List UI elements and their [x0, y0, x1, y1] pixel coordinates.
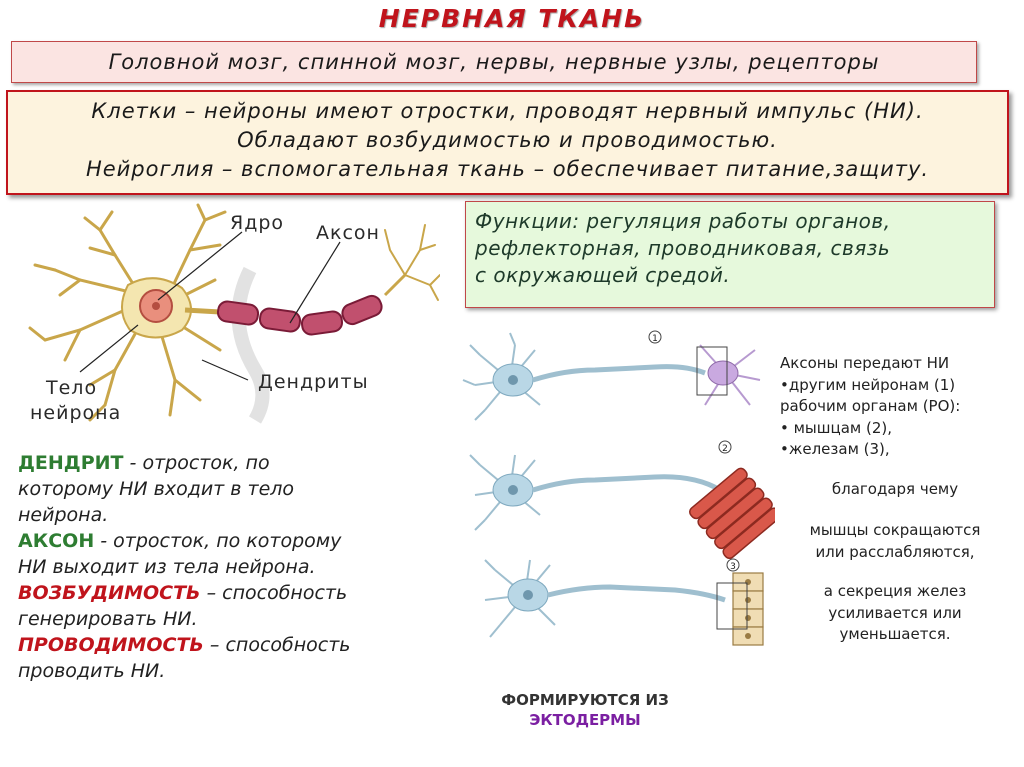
diagram-number-3: 3	[730, 562, 736, 572]
organs-box	[11, 41, 977, 83]
conductivity-definition-line-2: проводить НИ.	[18, 660, 166, 682]
functions-line-1: Функции: регуляция работы органов,	[475, 209, 891, 233]
axon-definition-line-2: НИ выходит из тела нейрона.	[18, 556, 316, 578]
axons-info-line-7: мышцы сокращаются	[809, 521, 981, 539]
diagram-number-1: 1	[652, 334, 658, 344]
neuron-gland-diagram	[485, 559, 763, 645]
axons-info-line-3: рабочим органам (РО):	[780, 397, 961, 415]
neuron-other-neuron-diagram	[463, 331, 760, 420]
axons-info	[780, 353, 1010, 646]
label-nucleus: Ядро	[230, 212, 285, 234]
cells-line-2: Обладают возбудимостью и проводимостью.	[237, 128, 778, 152]
definitions	[18, 450, 463, 684]
axons-info-line-11: уменьшается.	[839, 625, 951, 643]
excitability-definition-line-2: генерировать НИ.	[18, 608, 198, 630]
label-axon: Аксон	[316, 222, 380, 244]
cells-line-3: Нейроглия – вспомогательная ткань – обеспечивает питание,защиту.	[85, 157, 930, 181]
diagram-number-2: 2	[722, 444, 728, 454]
nucleolus	[152, 302, 160, 310]
axon-definition: АКСОН - отросток, по которому	[18, 530, 342, 552]
conductivity-term: ПРОВОДИМОСТЬ	[18, 634, 204, 656]
watermark-shape	[239, 270, 263, 420]
label-body-1: Тело	[46, 377, 98, 399]
dendrite-term: ДЕНДРИТ	[18, 452, 124, 474]
cells-box	[6, 90, 1009, 195]
axon-term: АКСОН	[18, 530, 95, 552]
dendrite-definition: ДЕНДРИТ - отросток, по	[18, 452, 270, 474]
functions-line-2: рефлекторная, проводниковая, связь	[475, 236, 891, 260]
axons-info-line-5: •железам (3),	[780, 440, 890, 458]
neuron-target-diagrams	[455, 325, 775, 655]
axons-info-line-2: •другим нейронам (1)	[780, 375, 956, 394]
axons-info-line-10: усиливается или	[828, 603, 962, 622]
label-dendrites: Дендриты	[258, 371, 369, 393]
organs-text: Головной мозг, спинной мозг, нервы, нервные узлы, рецепторы	[108, 50, 880, 74]
axons-info-line-8: или расслабляются,	[815, 542, 975, 561]
excitability-definition: ВОЗБУДИМОСТЬ – способность	[18, 582, 348, 604]
dendrite-definition-line-3: нейрона.	[18, 504, 109, 526]
axons-info-line-4: • мышцам (2),	[780, 418, 893, 437]
functions-box	[465, 201, 995, 308]
axons-info-line-9: а секреция желез	[823, 582, 967, 600]
dendrite-definition-line-2: которому НИ входит в тело	[18, 478, 295, 500]
origin-line-1: ФОРМИРУЮТСЯ ИЗ	[501, 691, 669, 709]
functions-line-3: с окружающей средой.	[475, 263, 731, 287]
label-body-2: нейрона	[30, 402, 122, 424]
origin-line-2: ЭКТОДЕРМЫ	[529, 711, 641, 729]
axons-info-line-6: благодаря чему	[831, 479, 959, 498]
neuron-muscle-diagram	[470, 441, 775, 560]
axons-info-line-1: Аксоны передают НИ	[780, 354, 950, 372]
page-title: НЕРВНАЯ ТКАНЬ	[378, 4, 646, 33]
conductivity-definition: ПРОВОДИМОСТЬ – способность	[18, 634, 351, 656]
origin-note	[470, 690, 700, 730]
cells-line-1: Клетки – нейроны имеют отростки, проводят нервный импульс (НИ).	[91, 99, 924, 123]
pointer-lines	[80, 232, 340, 380]
excitability-term: ВОЗБУДИМОСТЬ	[18, 582, 201, 604]
